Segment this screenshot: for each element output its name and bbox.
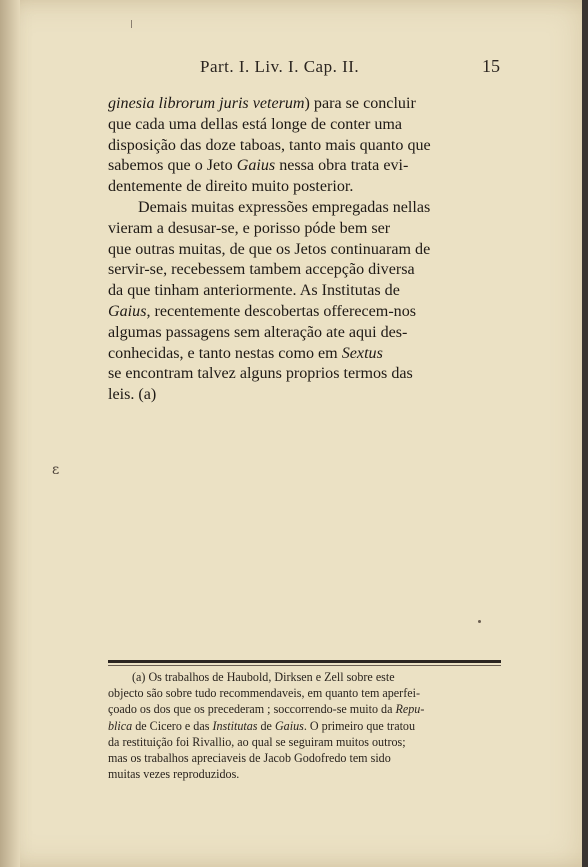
italic-text: Gaius xyxy=(274,718,304,733)
text-line: da que tinham anteriormente. As Institutas de xyxy=(108,282,400,300)
text-line xyxy=(108,344,500,365)
italic-text: Gaius xyxy=(236,157,276,175)
text-span: nessa obra trata evi- xyxy=(275,157,409,175)
text-span: , recentemente descobertas offerecem-nos xyxy=(146,302,417,320)
footnote-line: objecto são sobre tudo recommendaveis, em quanto tem aperfei- xyxy=(108,686,420,701)
text-line: que cada uma dellas está longe de conter uma xyxy=(108,115,403,133)
text-span: conhecidas, e tanto nestas como em xyxy=(108,344,342,362)
page-number: 15 xyxy=(482,56,500,76)
footnote-line: da restituição foi Rivallio, ao qual se seguiram muitos outros; xyxy=(108,734,406,749)
paper-speck xyxy=(478,620,481,623)
text-line: vieram a desusar-se, e porisso póde bem ser xyxy=(108,219,391,237)
text-line: que outras muitas, de que os Jetos continuaram de xyxy=(108,240,431,258)
italic-text: Gaius xyxy=(108,302,147,320)
page-mark xyxy=(131,20,132,28)
text-line xyxy=(108,156,500,177)
footnote xyxy=(108,669,501,782)
margin-mark: ɛ xyxy=(52,462,60,478)
text-span: ) para se concluir xyxy=(304,95,416,112)
page-gutter xyxy=(0,0,20,867)
italic-text: Repu- xyxy=(395,702,425,717)
italic-text: Sextus xyxy=(341,344,383,362)
text-line: servir-se, recebessem tambem accepção diversa xyxy=(108,261,415,279)
footnote-line: mas os trabalhos apreciaveis de Jacob Godofredo tem sido xyxy=(108,751,391,766)
text-line xyxy=(108,94,500,115)
text-span: çoado os dos que os precederam ; soccorrendo-se muito da xyxy=(108,702,396,717)
footnote-line xyxy=(108,701,501,717)
text-line: disposição das doze taboas, tanto mais quanto que xyxy=(108,136,431,154)
main-text xyxy=(108,94,500,406)
italic-text: Institutas xyxy=(212,718,258,733)
footnote-line: (a) Os trabalhos de Haubold, Dirksen e Zell sobre este xyxy=(132,670,395,684)
text-line: dentemente de direito muito posterior. xyxy=(108,178,354,196)
footnote-line xyxy=(108,718,501,734)
text-line: algumas passagens sem alteração ate aqui des- xyxy=(108,323,408,341)
text-line: Demais muitas expressões empregadas nellas xyxy=(138,198,431,216)
text-span: de xyxy=(257,718,275,733)
page-header xyxy=(108,55,502,81)
text-line: se encontram talvez alguns proprios termos das xyxy=(108,365,413,383)
text-line xyxy=(108,302,500,323)
text-span: sabemos que o Jeto xyxy=(108,157,237,175)
italic-text: blica xyxy=(108,718,133,733)
text-span: . O primeiro que tratou xyxy=(303,718,416,733)
footnote-rule-thin xyxy=(108,665,501,666)
text-line: leis. (a) xyxy=(108,386,157,404)
footnote-rule xyxy=(108,660,501,663)
running-head: Part. I. Liv. I. Cap. II. xyxy=(200,57,360,76)
text-span: de Cicero e das xyxy=(132,718,213,733)
footnote-line: muitas vezes reproduzidos. xyxy=(108,767,240,782)
italic-text: ginesia librorum juris veterum xyxy=(108,95,305,112)
